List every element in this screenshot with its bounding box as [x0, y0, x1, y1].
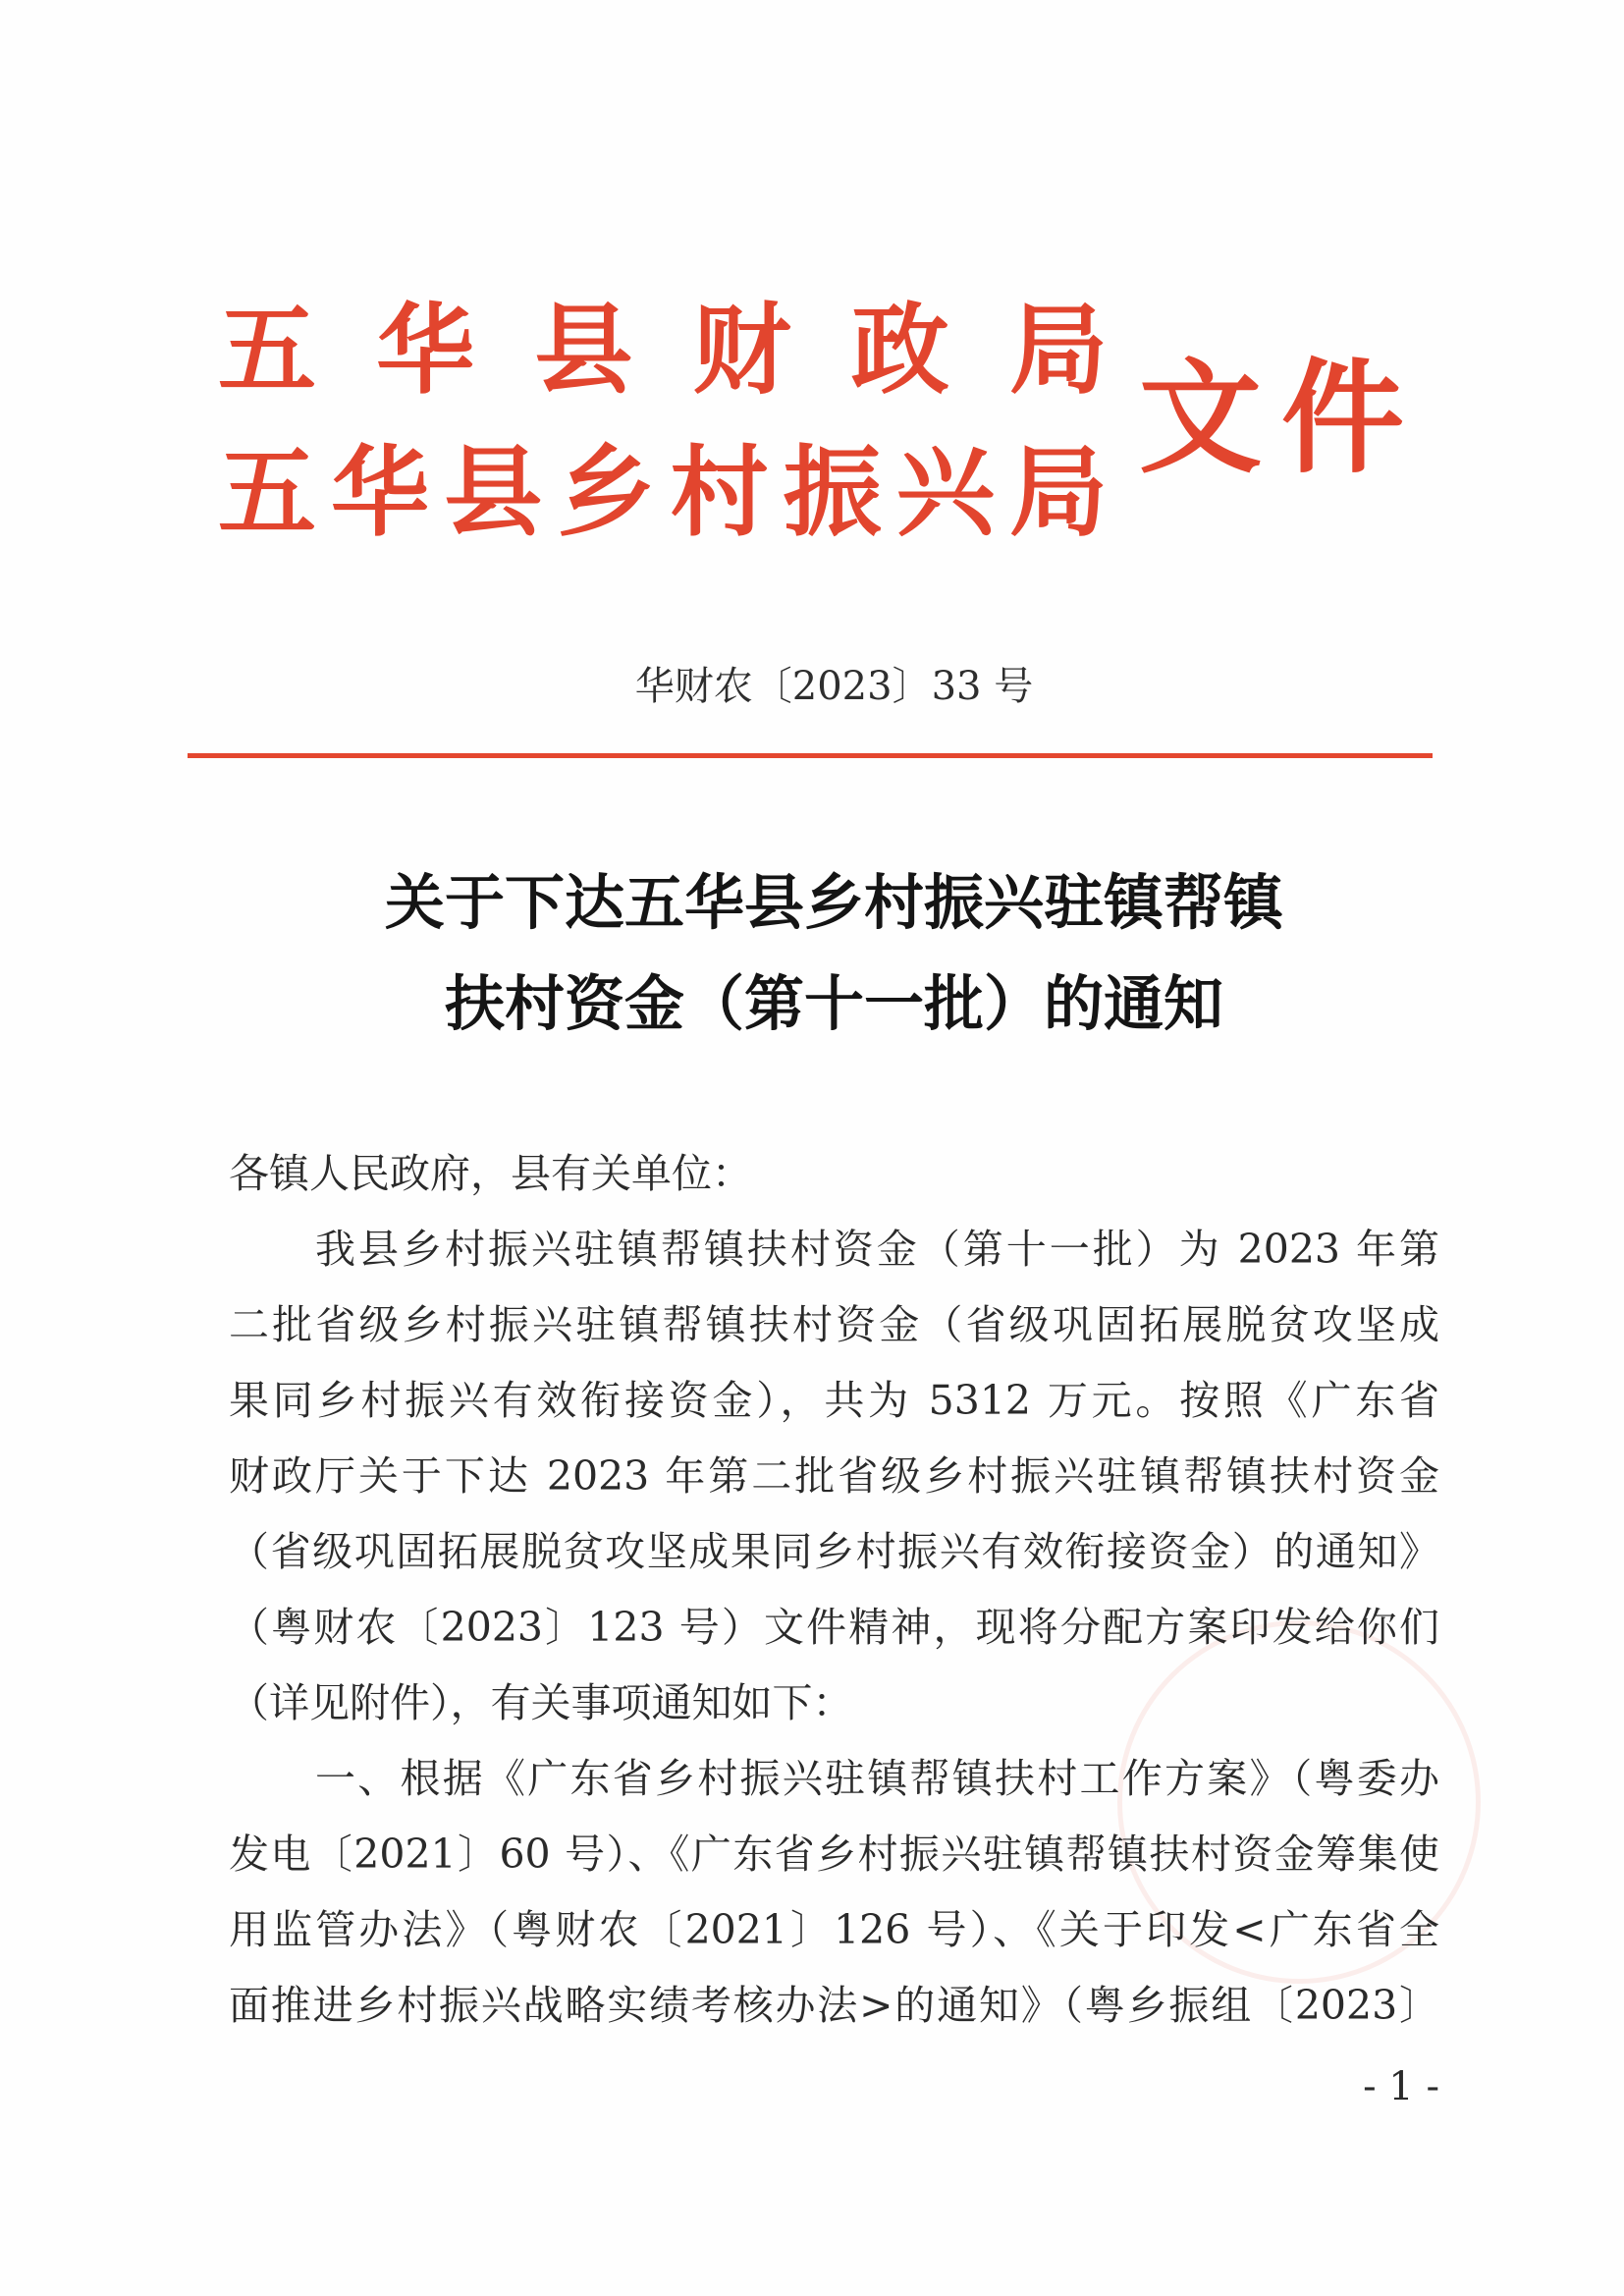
- body-line: 我县乡村振兴驻镇帮镇扶村资金（第十一批）为 2023 年第: [315, 1226, 1439, 1273]
- page-number: - 1 -: [1363, 2064, 1439, 2109]
- body-line: 发电〔2021〕60 号）、《广东省乡村振兴驻镇帮镇扶村资金筹集使: [229, 1831, 1439, 1878]
- salutation: 各镇人民政府，县有关单位：: [229, 1150, 752, 1197]
- body-line: 一、根据《广东省乡村振兴驻镇帮镇扶村工作方案》（粤委办: [315, 1755, 1439, 1802]
- body-line: 用监管办法》（粤财农〔2021〕126 号）、《关于印发<广东省全: [229, 1906, 1439, 1953]
- paragraph-1: [229, 1212, 1439, 1741]
- body-line: （省级巩固拓展脱贫攻坚成果同乡村振兴有效衔接资金）的通知》: [229, 1528, 1439, 1575]
- notice-title-line-2: 扶村资金（第十一批）的通知: [444, 969, 1223, 1039]
- body-line: （详见附件），有关事项通知如下：: [229, 1679, 853, 1726]
- document-number: 华财农〔2023〕33 号: [634, 664, 1034, 709]
- body-line: 面推进乡村振兴战略实绩考核办法>的通知》（粤乡振组〔2023〕: [229, 1982, 1439, 2029]
- body-line: 财政厅关于下达 2023 年第二批省级乡村振兴驻镇帮镇扶村资金: [229, 1452, 1439, 1500]
- issuer-finance-bureau: 五华县财政局: [218, 292, 1108, 408]
- issuer-rural-revitalization-bureau: 五华县乡村振兴局: [218, 434, 1108, 550]
- body-line: 二批省级乡村振兴驻镇帮镇扶村资金（省级巩固拓展脱贫攻坚成: [229, 1301, 1439, 1348]
- body-line: 果同乡村振兴有效衔接资金），共为 5312 万元。按照《广东省: [229, 1377, 1439, 1424]
- red-separator-rule: [188, 753, 1433, 758]
- notice-body: [229, 1136, 1439, 2044]
- notice-title-line-1: 关于下达五华县乡村振兴驻镇帮镇: [384, 868, 1283, 938]
- document-mark: 文件: [1139, 347, 1404, 490]
- body-line: （粤财农〔2023〕123 号）文件精神，现将分配方案印发给你们: [229, 1604, 1439, 1651]
- paragraph-2: [229, 1741, 1439, 2044]
